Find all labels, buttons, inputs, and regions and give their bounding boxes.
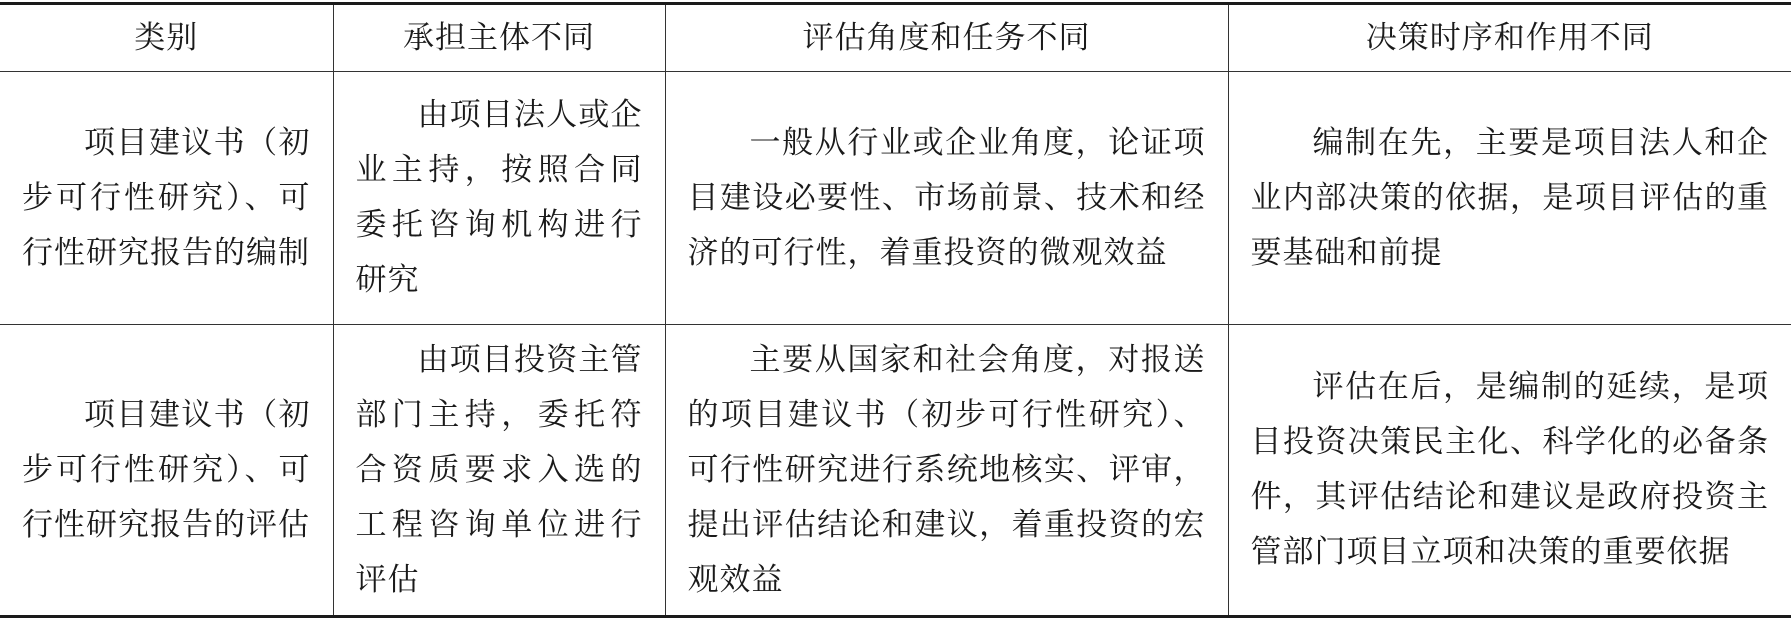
header-responsible-party: 承担主体不同 xyxy=(333,4,665,72)
cell-evaluation-perspective: 主要从国家和社会角度，对报送的项目建议书（初步可行性研究）、可行性研究进行系统地核实、评审，提出评估结论和建议，着重投资的宏观效益 xyxy=(665,325,1228,617)
table-header xyxy=(0,4,1791,72)
header-category: 类别 xyxy=(0,4,333,72)
table-body xyxy=(0,72,1791,617)
cell-category: 项目建议书（初步可行性研究）、可行性研究报告的评估 xyxy=(0,325,333,617)
table-row xyxy=(0,72,1791,325)
comparison-table xyxy=(0,2,1791,618)
cell-responsible-party: 由项目法人或企业主持，按照合同委托咨询机构进行研究 xyxy=(333,72,665,325)
cell-category: 项目建议书（初步可行性研究）、可行性研究报告的编制 xyxy=(0,72,333,325)
header-evaluation-perspective: 评估角度和任务不同 xyxy=(665,4,1228,72)
header-decision-timing: 决策时序和作用不同 xyxy=(1228,4,1791,72)
table-row xyxy=(0,325,1791,617)
cell-decision-timing: 评估在后，是编制的延续，是项目投资决策民主化、科学化的必备条件，其评估结论和建议是政府投资主管部门项目立项和决策的重要依据 xyxy=(1228,325,1791,617)
cell-responsible-party: 由项目投资主管部门主持，委托符合资质要求入选的工程咨询单位进行评估 xyxy=(333,325,665,617)
cell-evaluation-perspective: 一般从行业或企业角度，论证项目建设必要性、市场前景、技术和经济的可行性，着重投资的微观效益 xyxy=(665,72,1228,325)
header-row xyxy=(0,4,1791,72)
cell-decision-timing: 编制在先，主要是项目法人和企业内部决策的依据，是项目评估的重要基础和前提 xyxy=(1228,72,1791,325)
